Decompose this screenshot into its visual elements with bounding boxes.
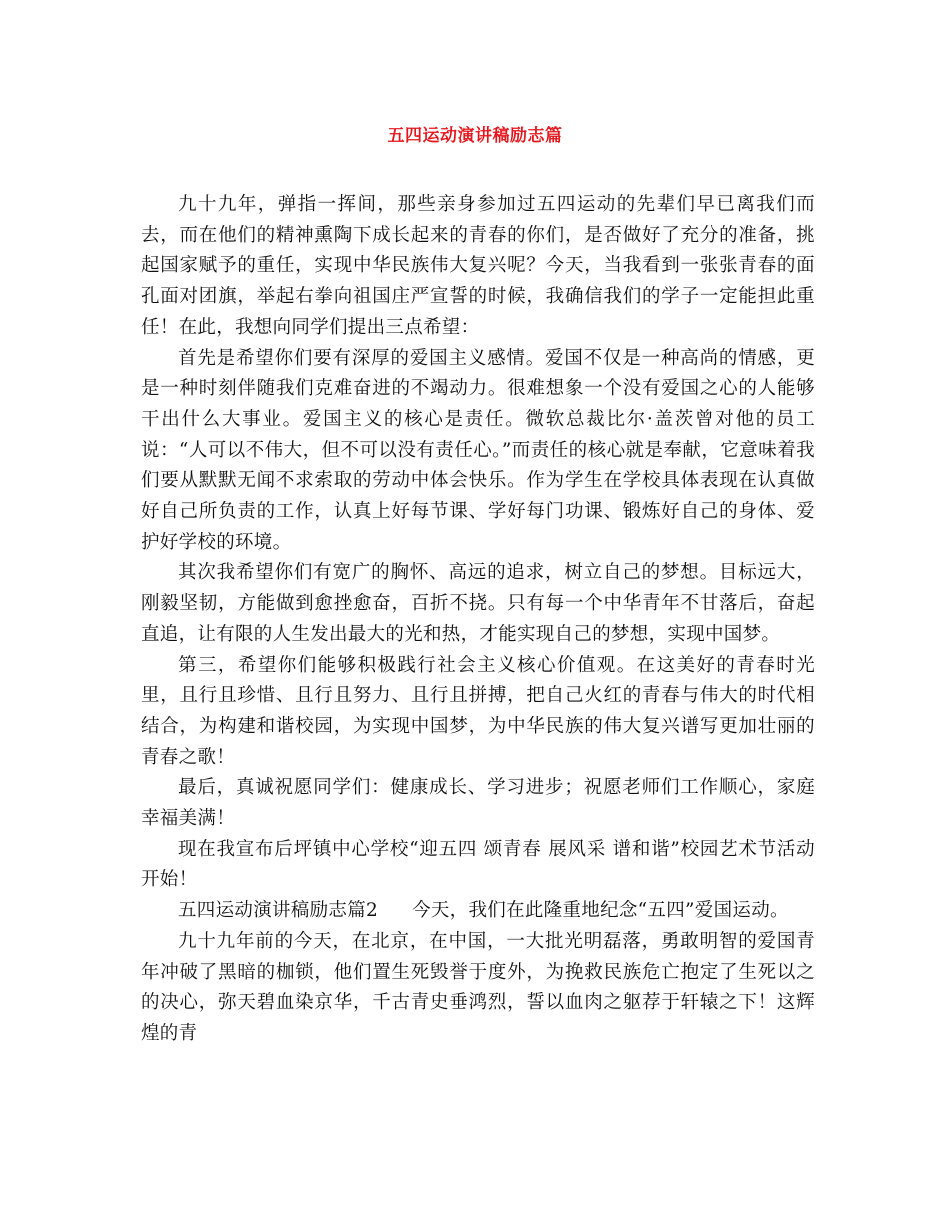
section2-heading: 五四运动演讲稿励志篇2 <box>178 900 379 922</box>
paragraph-4: 第三，希望你们能够积极践行社会主义核心价值观。在这美好的青春时光里，且行且珍惜、且行且努力、且行且拼搏，把自己火红的青春与伟大的时代相结合，为构建和谐校园，为实现中国梦，为中华民族的伟大复兴谱写更加壮丽的青春之歌！ <box>141 654 815 768</box>
paragraph-3: 其次我希望你们有宽广的胸怀、高远的追求，树立自己的梦想。目标远大，刚毅坚韧，方能做到愈挫愈奋，百折不挠。只有每一个中华青年不甘落后，奋起直追，让有限的人生发出最大的光和热，才能实现自己的梦想，实现中国梦。 <box>141 562 815 645</box>
section2-line <box>141 896 815 927</box>
section2-paragraph: 九十九年前的今天，在北京，在中国，一大批光明磊落，勇敢明智的爱国青年冲破了黑暗的枷锁，他们置生死毁誉于度外，为挽救民族危亡抱定了生死以之的决心，弥天碧血染京华，千古青史垂鸿烈，誓以血肉之躯荐于轩辕之下！这辉煌的青 <box>141 930 815 1044</box>
document-title: 五四运动演讲稿励志篇 <box>387 126 563 146</box>
paragraph-6: 现在我宣布后坪镇中心学校“迎五四 颂青春 展风采 谱和谐”校园艺术节活动开始！ <box>141 838 815 891</box>
paragraph-2: 首先是希望你们要有深厚的爱国主义感情。爱国不仅是一种高尚的情感，更是一种时刻伴随我们克难奋进的不竭动力。很难想象一个没有爱国之心的人能够干出什么大事业。爱国主义的核心是责任。微软总裁比尔·盖茨曾对他的员工说：“人可以不伟大，但不可以没有责任心。”而责任的核心就是奉献，它意味着我们要从默默无闻不求索取的劳动中体会快乐。作为学生在学校具体表现在认真做好自己所负责的工作，认真上好每节课、学好每门功课、锻炼好自己的身体、爱护好学校的环境。 <box>141 347 815 553</box>
paragraph-5: 最后，真诚祝愿同学们：健康成长、学习进步；祝愿老师们工作顺心，家庭幸福美满！ <box>141 777 815 830</box>
section2-intro: 今天，我们在此隆重地纪念“五四”爱国运动。 <box>412 900 789 922</box>
document-body <box>141 190 815 1050</box>
paragraph-1: 九十九年，弹指一挥间，那些亲身参加过五四运动的先辈们早已离我们而去，而在他们的精神熏陶下成长起来的青春的你们，是否做好了充分的准备，挑起国家赋予的重任，实现中华民族伟大复兴呢？今天，当我看到一张张青春的面孔面对团旗，举起右拳向祖国庄严宣誓的时候，我确信我们的学子一定能担此重任！在此，我想向同学们提出三点希望： <box>141 194 815 338</box>
